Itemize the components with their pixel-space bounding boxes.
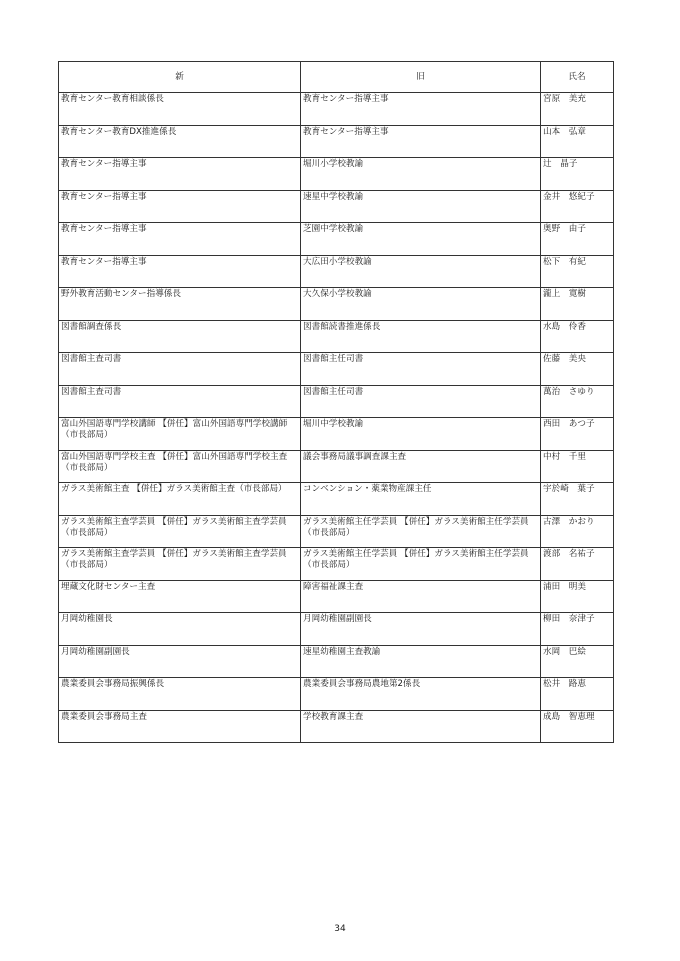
person-name-cell: 辻 晶子	[541, 158, 614, 191]
table-row	[59, 93, 614, 126]
table-row	[59, 450, 614, 483]
old-position-cell: 大広田小学校教諭	[301, 255, 541, 288]
header-old: 旧	[301, 62, 541, 93]
table-row	[59, 385, 614, 418]
old-position-cell: 議会事務局議事調査課主査	[301, 450, 541, 483]
person-name-cell: 古澤 かおり	[541, 515, 614, 548]
new-position-cell: 教育センター指導主事	[59, 158, 301, 191]
old-position-cell: 速星幼稚園主査教諭	[301, 645, 541, 678]
new-position-cell: 図書館主査司書	[59, 353, 301, 386]
table-body	[59, 93, 614, 743]
table-row	[59, 288, 614, 321]
new-position-cell: ガラス美術館主査学芸員 【併任】ガラス美術館主査学芸員（市長部局）	[59, 548, 301, 581]
table-row	[59, 320, 614, 353]
table-row	[59, 255, 614, 288]
old-position-cell: 障害福祉課主査	[301, 580, 541, 613]
table-row	[59, 353, 614, 386]
new-position-cell: 月岡幼稚園長	[59, 613, 301, 646]
person-name-cell: 成島 智恵理	[541, 710, 614, 743]
old-position-cell: 堀川中学校教諭	[301, 418, 541, 451]
table-row	[59, 223, 614, 256]
table-row	[59, 190, 614, 223]
new-position-cell: 農業委員会事務局振興係長	[59, 678, 301, 711]
table-row	[59, 710, 614, 743]
old-position-cell: ガラス美術館主任学芸員 【併任】ガラス美術館主任学芸員（市長部局）	[301, 515, 541, 548]
old-position-cell: 芝園中学校教諭	[301, 223, 541, 256]
person-name-cell: 松下 有紀	[541, 255, 614, 288]
old-position-cell: 学校教育課主査	[301, 710, 541, 743]
table-row	[59, 515, 614, 548]
person-name-cell: 柳田 奈津子	[541, 613, 614, 646]
new-position-cell: 富山外国語専門学校講師 【併任】富山外国語専門学校講師（市長部局）	[59, 418, 301, 451]
table-row	[59, 483, 614, 516]
table-row	[59, 125, 614, 158]
old-position-cell: 教育センター指導主事	[301, 125, 541, 158]
person-name-cell: 瀧上 寛樹	[541, 288, 614, 321]
person-name-cell: 奥野 由子	[541, 223, 614, 256]
new-position-cell: ガラス美術館主査 【併任】ガラス美術館主査（市長部局）	[59, 483, 301, 516]
old-position-cell: 図書館主任司書	[301, 353, 541, 386]
old-position-cell: 堀川小学校教諭	[301, 158, 541, 191]
person-name-cell: 西田 あつ子	[541, 418, 614, 451]
header-name: 氏名	[541, 62, 614, 93]
personnel-changes-table	[58, 61, 614, 743]
person-name-cell: 水島 伶香	[541, 320, 614, 353]
person-name-cell: 宮原 美充	[541, 93, 614, 126]
new-position-cell: 図書館主査司書	[59, 385, 301, 418]
new-position-cell: ガラス美術館主査学芸員 【併任】ガラス美術館主査学芸員（市長部局）	[59, 515, 301, 548]
person-name-cell: 山本 弘章	[541, 125, 614, 158]
person-name-cell: 渡部 名祐子	[541, 548, 614, 581]
table-row	[59, 645, 614, 678]
old-position-cell: 図書館主任司書	[301, 385, 541, 418]
header-new: 新	[59, 62, 301, 93]
person-name-cell: 中村 千里	[541, 450, 614, 483]
new-position-cell: 富山外国語専門学校主査 【併任】富山外国語専門学校主査（市長部局）	[59, 450, 301, 483]
table-row	[59, 548, 614, 581]
table-row	[59, 613, 614, 646]
table-row	[59, 580, 614, 613]
old-position-cell: 教育センター指導主事	[301, 93, 541, 126]
new-position-cell: 教育センター指導主事	[59, 255, 301, 288]
old-position-cell: 月岡幼稚園副園長	[301, 613, 541, 646]
person-name-cell: 佐藤 美央	[541, 353, 614, 386]
person-name-cell: 萬治 さゆり	[541, 385, 614, 418]
new-position-cell: 教育センター教育相談係長	[59, 93, 301, 126]
old-position-cell: 速星中学校教諭	[301, 190, 541, 223]
new-position-cell: 野外教育活動センター指導係長	[59, 288, 301, 321]
old-position-cell: ガラス美術館主任学芸員 【併任】ガラス美術館主任学芸員（市長部局）	[301, 548, 541, 581]
new-position-cell: 月岡幼稚園副園長	[59, 645, 301, 678]
table-row	[59, 158, 614, 191]
table-header-row	[59, 62, 614, 93]
old-position-cell: コンベンション・薬業物産課主任	[301, 483, 541, 516]
new-position-cell: 埋蔵文化財センター主査	[59, 580, 301, 613]
old-position-cell: 図書館読書推進係長	[301, 320, 541, 353]
page-number: 34	[334, 924, 346, 934]
person-name-cell: 宇於崎 葉子	[541, 483, 614, 516]
old-position-cell: 大久保小学校教諭	[301, 288, 541, 321]
new-position-cell: 図書館調査係長	[59, 320, 301, 353]
new-position-cell: 教育センター教育DX推進係長	[59, 125, 301, 158]
person-name-cell: 浦田 明美	[541, 580, 614, 613]
person-name-cell: 水岡 巴絵	[541, 645, 614, 678]
new-position-cell: 教育センター指導主事	[59, 190, 301, 223]
new-position-cell: 教育センター指導主事	[59, 223, 301, 256]
person-name-cell: 金井 悠紀子	[541, 190, 614, 223]
person-name-cell: 松井 路恵	[541, 678, 614, 711]
table-row	[59, 418, 614, 451]
new-position-cell: 農業委員会事務局主査	[59, 710, 301, 743]
old-position-cell: 農業委員会事務局農地第2係長	[301, 678, 541, 711]
table-row	[59, 678, 614, 711]
